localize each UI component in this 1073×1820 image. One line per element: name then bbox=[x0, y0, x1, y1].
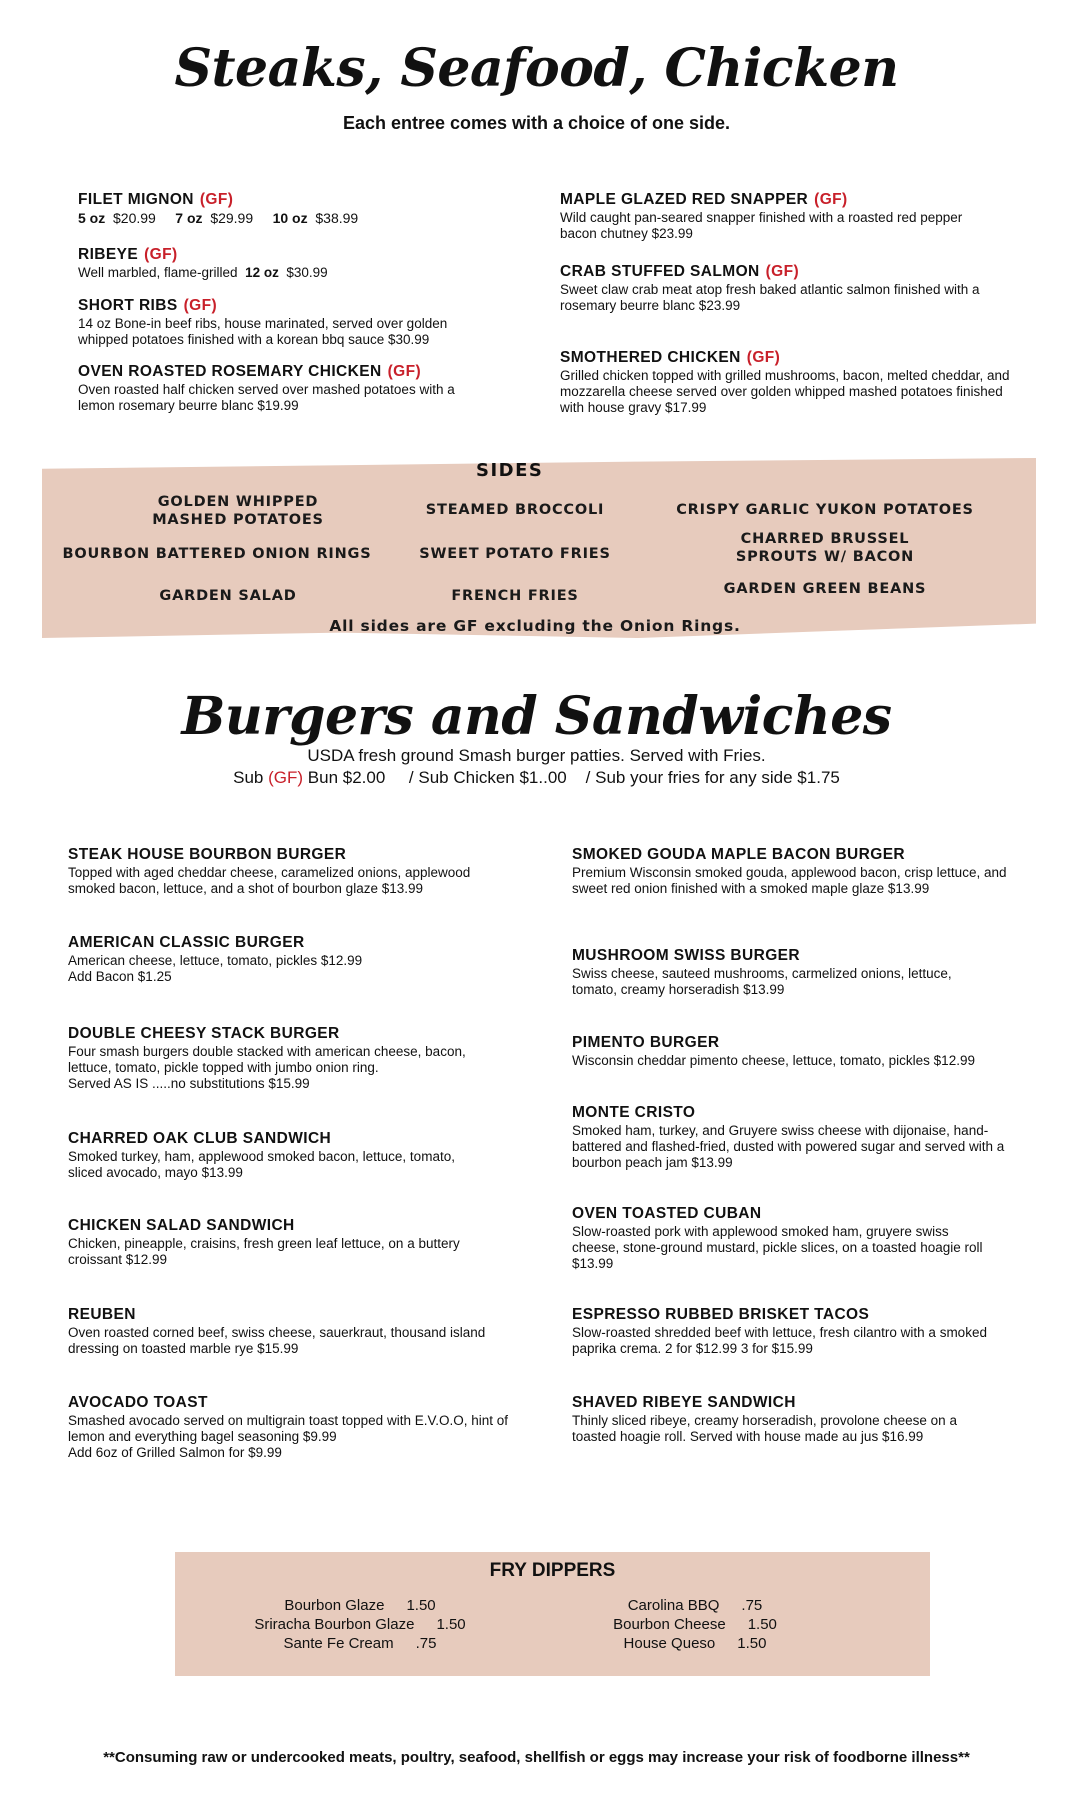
item-desc: Oven roasted half chicken served over mashed potatoes with a lemon rosemary beurre blanc $19.99 bbox=[78, 382, 455, 413]
item-desc: Oven roasted corned beef, swiss cheese, sauerkraut, thousand island dressing on toasted marble rye $15.99 bbox=[68, 1325, 486, 1356]
menu-item-bourbon-burger bbox=[68, 845, 518, 897]
size-label: 12 oz bbox=[245, 265, 279, 280]
item-extra: Add 6oz of Grilled Salmon for $9.99 bbox=[68, 1445, 282, 1460]
fry-dippers-right bbox=[580, 1596, 810, 1653]
item-desc: Four smash burgers double stacked with american cheese, bacon, lettuce, tomato, pickle topped with jumbo onion ring. bbox=[68, 1044, 466, 1075]
sides-note: All sides are GF excluding the Onion Rings. bbox=[329, 617, 741, 635]
item-name: PIMENTO BURGER bbox=[572, 1034, 720, 1051]
menu-item-reuben bbox=[68, 1305, 528, 1357]
dipper-name: House Queso bbox=[623, 1635, 716, 1652]
price: $38.99 bbox=[315, 210, 359, 226]
dipper-price: 1.50 bbox=[436, 1616, 466, 1633]
gf-label: (GF) bbox=[183, 297, 218, 314]
menu-item-short-ribs bbox=[78, 296, 488, 348]
item-desc: Wisconsin cheddar pimento cheese, lettuce, tomato, pickles $12.99 bbox=[572, 1053, 975, 1068]
item-name: CHARRED OAK CLUB SANDWICH bbox=[68, 1130, 332, 1147]
gf-label: (GF) bbox=[387, 363, 422, 380]
item-name: CRAB STUFFED SALMON bbox=[560, 263, 760, 280]
item-name: AMERICAN CLASSIC BURGER bbox=[68, 934, 305, 951]
menu-item-mushroom-swiss bbox=[572, 946, 952, 998]
fry-dippers-title: FRY DIPPERS bbox=[489, 1560, 616, 1581]
item-name: CHICKEN SALAD SANDWICH bbox=[68, 1217, 295, 1234]
side-yukon-potatoes: CRISPY GARLIC YUKON POTATOES bbox=[676, 502, 974, 518]
item-name: SHAVED RIBEYE SANDWICH bbox=[572, 1394, 796, 1411]
item-name: RIBEYE bbox=[78, 246, 139, 263]
item-desc: Swiss cheese, sauteed mushrooms, carmelized onions, lettuce, tomato, creamy horseradish $13.99 bbox=[572, 966, 952, 997]
burgers-subtitle: USDA fresh ground Smash burger patties. Served with Fries. bbox=[307, 746, 766, 765]
menu-item-brisket-tacos bbox=[572, 1305, 1012, 1357]
dipper-name: Bourbon Cheese bbox=[613, 1616, 726, 1633]
price: $20.99 bbox=[113, 210, 156, 226]
sub-fries: / Sub your fries for any side $1.75 bbox=[585, 768, 840, 787]
steaks-subtitle: Each entree comes with a choice of one side. bbox=[342, 113, 731, 133]
menu-item-cheesy-stack bbox=[68, 1024, 508, 1092]
item-name: SMOKED GOUDA MAPLE BACON BURGER bbox=[572, 846, 906, 863]
menu-item-monte-cristo bbox=[572, 1103, 1012, 1171]
side-french-fries: FRENCH FRIES bbox=[451, 588, 579, 604]
menu-item-filet bbox=[78, 190, 518, 226]
size-label: 10 oz bbox=[272, 210, 308, 226]
gf-label: (GF) bbox=[144, 246, 178, 263]
dipper-item bbox=[230, 1634, 490, 1653]
sub-chicken: / Sub Chicken $1..00 bbox=[408, 768, 567, 787]
dipper-name: Carolina BBQ bbox=[627, 1597, 720, 1614]
burgers-title: Burgers and Sandwiches bbox=[181, 686, 892, 747]
item-desc: Slow-roasted pork with applewood smoked ham, gruyere swiss cheese, stone-ground mustard, pickle slices, on a toasted hoagie roll $13.99 bbox=[572, 1224, 983, 1271]
item-desc: Thinly sliced ribeye, creamy horseradish, provolone cheese on a toasted hoagie roll. Served with house made au jus $16.99 bbox=[572, 1413, 957, 1444]
menu-item-ribeye bbox=[78, 245, 518, 281]
item-name: AVOCADO TOAST bbox=[68, 1394, 208, 1411]
item-name: MONTE CRISTO bbox=[572, 1104, 696, 1121]
dipper-name: Sriracha Bourbon Glaze bbox=[254, 1616, 415, 1633]
side-mashed-potatoes: GOLDEN WHIPPED MASHED POTATOES bbox=[152, 494, 324, 528]
gf-label: (GF) bbox=[199, 191, 234, 208]
fry-dippers-left bbox=[230, 1596, 490, 1653]
item-desc: Chicken, pineapple, craisins, fresh green leaf lettuce, on a buttery croissant $12.99 bbox=[68, 1236, 460, 1267]
dipper-name: Sante Fe Cream bbox=[283, 1635, 394, 1652]
size-label: 5 oz bbox=[78, 210, 106, 226]
item-desc: Well marbled, flame-grilled bbox=[78, 265, 238, 280]
item-desc: Smoked ham, turkey, and Gruyere swiss cheese with dijonaise, hand-battered and flashed-fried, dusted with powered sugar and served with a bourbon peach jam $13.99 bbox=[572, 1123, 1005, 1170]
item-name: SMOTHERED CHICKEN bbox=[560, 349, 741, 366]
sub-label: Sub bbox=[233, 768, 264, 787]
menu-item-oak-club bbox=[68, 1129, 468, 1181]
gf-label: (GF) bbox=[814, 191, 848, 208]
item-name: OVEN ROASTED ROSEMARY CHICKEN bbox=[78, 363, 382, 380]
item-name: FILET MIGNON bbox=[78, 191, 194, 208]
dipper-price: 1.50 bbox=[737, 1635, 767, 1652]
menu-item-rosemary-chicken bbox=[78, 362, 488, 414]
dipper-item bbox=[580, 1615, 810, 1634]
menu-item-ribeye-sandwich bbox=[572, 1393, 992, 1445]
gf-label: (GF) bbox=[746, 349, 781, 366]
dipper-price: .75 bbox=[415, 1635, 437, 1652]
item-desc: American cheese, lettuce, tomato, pickles $12.99 bbox=[68, 953, 363, 968]
menu-item-crab-salmon bbox=[560, 262, 1020, 314]
item-name: SHORT RIBS bbox=[78, 297, 178, 314]
menu-item-red-snapper bbox=[560, 190, 970, 242]
dipper-item bbox=[580, 1596, 810, 1615]
steaks-title: Steaks, Seafood, Chicken bbox=[174, 38, 899, 99]
item-name: REUBEN bbox=[68, 1306, 136, 1323]
burgers-subs-line bbox=[0, 768, 1073, 788]
side-sweet-potato-fries: SWEET POTATO FRIES bbox=[419, 546, 611, 562]
item-desc: Slow-roasted shredded beef with lettuce, fresh cilantro with a smoked paprika crema. 2 for $12.99 3 for $15.99 bbox=[572, 1325, 987, 1356]
side-garden-salad: GARDEN SALAD bbox=[159, 588, 297, 604]
side-brussel-sprouts: CHARRED BRUSSEL SPROUTS W/ BACON bbox=[735, 531, 915, 565]
dipper-price: .75 bbox=[741, 1597, 763, 1614]
menu-item-avocado-toast bbox=[68, 1393, 508, 1461]
side-broccoli: STEAMED BROCCOLI bbox=[425, 502, 605, 518]
item-desc: Topped with aged cheddar cheese, caramelized onions, applewood smoked bacon, lettuce, and a shot of bourbon glaze $13.99 bbox=[68, 865, 471, 896]
dipper-price: 1.50 bbox=[747, 1616, 777, 1633]
gf-label: (GF) bbox=[765, 263, 800, 280]
dipper-item bbox=[230, 1596, 490, 1615]
menu-item-american-classic bbox=[68, 933, 518, 985]
foodborne-illness-warning: **Consuming raw or undercooked meats, poultry, seafood, shellfish or eggs may increase your risk of foodborne illness** bbox=[103, 1749, 970, 1766]
item-desc: Smoked turkey, ham, applewood smoked bacon, lettuce, tomato, sliced avocado, mayo $13.99 bbox=[68, 1149, 455, 1180]
item-desc: 14 oz Bone-in beef ribs, house marinated, served over golden whipped potatoes finished with a korean bbq sauce $30.99 bbox=[78, 316, 448, 347]
item-name: MUSHROOM SWISS BURGER bbox=[572, 947, 800, 964]
dipper-name: Bourbon Glaze bbox=[284, 1597, 385, 1614]
item-name: MAPLE GLAZED RED SNAPPER bbox=[560, 191, 809, 208]
gf-label: (GF) bbox=[268, 768, 304, 787]
price: $29.99 bbox=[210, 210, 254, 226]
item-desc: Smashed avocado served on multigrain toast topped with E.V.O.O, hint of lemon and everything bagel seasoning $9.99 bbox=[68, 1413, 509, 1444]
item-desc: Wild caught pan-seared snapper finished with a roasted red pepper bacon chutney $23.99 bbox=[560, 210, 963, 241]
price: $30.99 bbox=[286, 265, 328, 280]
sub-bun: Bun $2.00 bbox=[307, 768, 386, 787]
item-desc: Premium Wisconsin smoked gouda, applewood bacon, crisp lettuce, and sweet red onion finished with a smoked maple glaze $13.99 bbox=[572, 865, 1007, 896]
size-label: 7 oz bbox=[175, 210, 203, 226]
menu-item-smothered-chicken bbox=[560, 348, 1030, 416]
sides-title: SIDES bbox=[476, 460, 544, 481]
item-desc: Sweet claw crab meat atop fresh baked atlantic salmon finished with a rosemary beurre blanc $23.99 bbox=[560, 282, 980, 313]
item-extra: Add Bacon $1.25 bbox=[68, 969, 172, 984]
menu-item-cuban bbox=[572, 1204, 992, 1272]
item-name: STEAK HOUSE BOURBON BURGER bbox=[68, 846, 347, 863]
item-name: ESPRESSO RUBBED BRISKET TACOS bbox=[572, 1306, 870, 1323]
dipper-item bbox=[230, 1615, 490, 1634]
side-onion-rings: BOURBON BATTERED ONION RINGS bbox=[62, 546, 372, 562]
item-desc: Grilled chicken topped with grilled mushrooms, bacon, melted cheddar, and mozzarella cheese served over golden whipped mashed potatoes finished with house gravy $17.99 bbox=[560, 368, 1010, 415]
menu-item-chicken-salad bbox=[68, 1216, 478, 1268]
menu-item-gouda-burger bbox=[572, 845, 1012, 897]
item-name: DOUBLE CHEESY STACK BURGER bbox=[68, 1025, 340, 1042]
dipper-item bbox=[580, 1634, 810, 1653]
item-name: OVEN TOASTED CUBAN bbox=[572, 1205, 762, 1222]
side-green-beans: GARDEN GREEN BEANS bbox=[723, 581, 927, 597]
item-extra: Served AS IS .....no substitutions $15.99 bbox=[68, 1076, 310, 1091]
menu-item-pimento-burger bbox=[572, 1033, 1042, 1069]
dipper-price: 1.50 bbox=[406, 1597, 436, 1614]
